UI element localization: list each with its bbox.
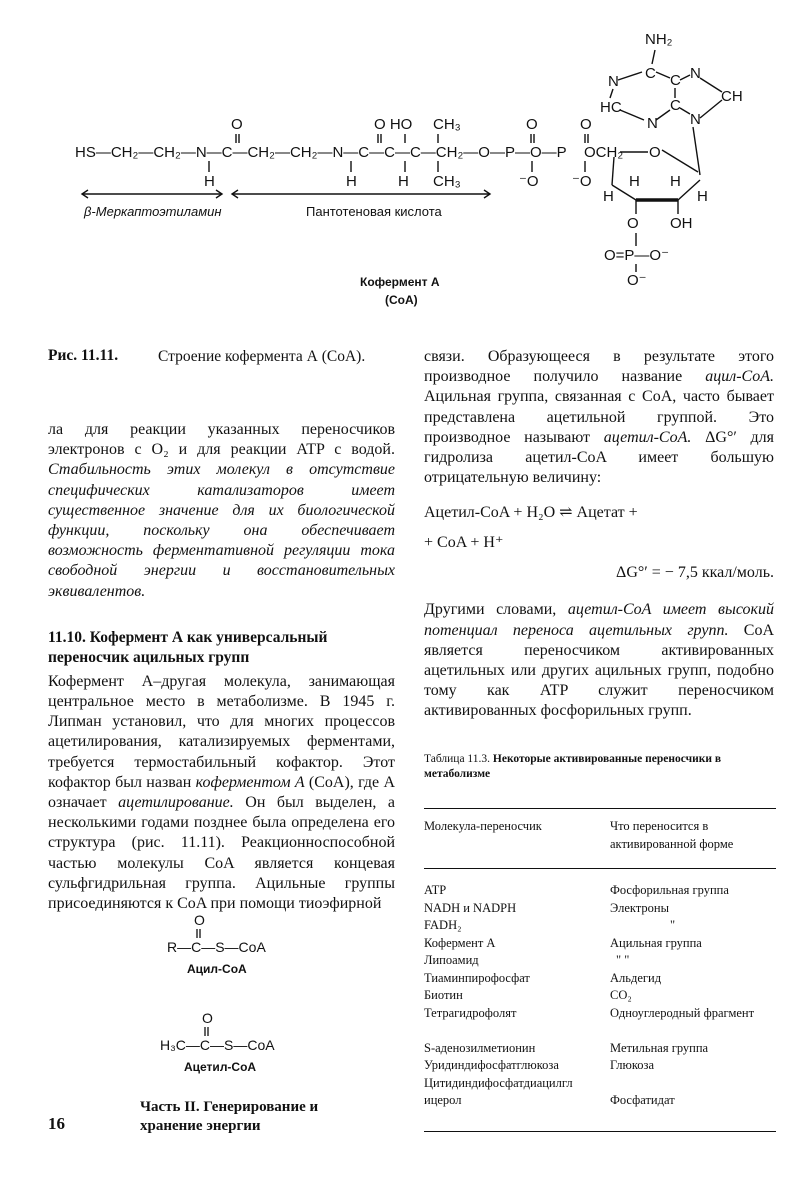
table-caption	[424, 752, 774, 782]
table-cell-carried: Фосфорильная группа	[610, 883, 729, 897]
svg-text:⁻O: ⁻O	[519, 173, 539, 190]
table-cell-carrier: Уридиндифосфатглюкоза	[424, 1058, 559, 1072]
svg-text:H: H	[629, 173, 640, 190]
table-cell-carrier: NADH и NADPH	[424, 900, 517, 915]
table-cell-carried: Электроны	[610, 900, 669, 915]
table-row	[424, 882, 776, 900]
svg-text:O HO: O HO	[374, 116, 413, 133]
table-row	[424, 1057, 776, 1075]
table-row	[424, 1005, 776, 1040]
left-paragraph-2-text-a: Кофермент А–другая молекула, занимающая центральное место в метаболизме. В 1945 г. Липман установил, что для многих процессов ацетилирования, катализируемых ферментами, требуется термостабильный кофактор. Этот кофактор был назван	[48, 672, 395, 791]
acetyl-coa-structure	[158, 1010, 298, 1080]
svg-text:H: H	[398, 173, 409, 190]
table-caption-title: Некоторые активированные переносчики в метаболизме	[424, 753, 722, 780]
svg-text:R—C—S—CoA: R—C—S—CoA	[167, 939, 266, 955]
right-paragraph-1-italic-acetyl: ацетил-CoA.	[603, 428, 692, 446]
svg-text:N: N	[647, 115, 658, 132]
section-heading: 11.10. Кофермент А как универсальный переносчик ацильных групп	[48, 628, 328, 666]
left-paragraph-2-italic-coa: коферментом А	[195, 773, 305, 791]
equation-delta-g: ΔG°′ = − 7,5 ккал/моль.	[616, 564, 774, 582]
svg-text:H: H	[346, 173, 357, 190]
figure-caption	[48, 347, 395, 367]
running-footer-part-title: Часть II. Генерирование и хранение энергии	[140, 1099, 319, 1134]
table-row	[424, 1040, 776, 1058]
acetyl-coa-label: Ацетил-CoA	[184, 1060, 257, 1074]
left-paragraph-1	[48, 420, 395, 602]
equation-line-1: Ацетил-CoA + H₂O ⇌ Ацетат +	[424, 504, 638, 522]
right-paragraph-2-text-b: CoA является переносчиком активированных ацетильных или других ацильных групп, подобно тому как ATP служит переносчиком активированных фосфорильных групп.	[424, 621, 774, 720]
table-cell-carrier: FADH₂	[424, 918, 462, 932]
table-cell-carrier: ATP	[424, 883, 447, 897]
left-paragraph-2	[48, 672, 395, 914]
table-row	[424, 935, 776, 953]
label-mercaptoethylamine: β-Меркаптоэтиламин	[84, 204, 222, 219]
label-coenzyme-a: Кофермент А	[360, 275, 440, 289]
page-number: 16	[48, 1114, 65, 1133]
figure-caption-number: Рис. 11.11.	[48, 347, 119, 364]
table-row	[424, 970, 776, 988]
table-cell-carried: Метильная группа	[610, 1040, 709, 1055]
table-cell-carrier: Липоамид	[424, 953, 479, 967]
table-cell-carried: Одноуглеродный фрагмент	[610, 1005, 755, 1020]
svg-text:C: C	[670, 72, 681, 89]
svg-text:C: C	[645, 65, 656, 82]
svg-text:N: N	[608, 73, 619, 90]
svg-text:O=P—O⁻: O=P—O⁻	[604, 247, 670, 264]
left-paragraph-2-text-b: (CoA), где А означает	[48, 773, 395, 812]
acyl-coa-structure	[165, 912, 295, 982]
label-coa-abbr: (CoA)	[385, 293, 418, 307]
left-paragraph-1-italic: Стабильность этих молекул в отсутствие специфических катализаторов имеет существенное значение для их биологической функции, поскольку она обеспечивает возможность ферментативной регуляции тока свободной энергии и восстановительных эквивалентов.	[48, 461, 395, 600]
left-paragraph-2-text-c: Он был выделен, а несколькими годами позднее была определена его структура (рис. 11.11). Реакционноспособной частью молекулы CoA является концевая сульфгидрильная группа. Ацильные группы присоединяются к CoA при помощи тиоэфирной	[48, 794, 395, 913]
table-cell-carried: Фосфатидат	[610, 1092, 675, 1107]
table-cell-carried: Ацильная группа	[610, 935, 702, 950]
svg-text:⁻O: ⁻O	[572, 173, 592, 190]
svg-text:C: C	[670, 97, 681, 114]
right-paragraph-2	[424, 600, 774, 721]
left-paragraph-1-text: ла для реакции указанных переносчиков электронов с O₂ и для реакции ATP с водой.	[48, 421, 395, 459]
svg-text:H: H	[603, 188, 614, 205]
table-row	[424, 952, 776, 970]
table-cell-carrier: Тетрагидрофолят	[424, 1005, 517, 1020]
table-cell-carried: Глюкоза	[610, 1058, 655, 1072]
svg-text:N: N	[690, 111, 701, 128]
table-row	[424, 987, 776, 1005]
table-cell-carrier: Кофермент А	[424, 935, 496, 950]
svg-text:N: N	[690, 65, 701, 82]
right-paragraph-2-italic: ацетил-CoA имеет высокий потенциал переноса ацетильных групп.	[424, 601, 775, 639]
svg-text:O: O	[202, 1010, 213, 1026]
svg-text:CH: CH	[721, 88, 743, 105]
equation-line-2: + CoA + H⁺	[424, 534, 504, 552]
table-header-carried: Что переносится в активированной форме	[610, 819, 734, 851]
svg-text:O: O	[526, 116, 538, 133]
table-caption-number: Таблица 11.3.	[424, 753, 491, 765]
right-paragraph-1-text-b: Ацильная группа, связанная с CoA, часто бывает представлена ацетильной группой. Это производное называют	[424, 388, 774, 446]
table-body	[424, 882, 776, 1110]
svg-text:H₃C—C—S—CoA: H₃C—C—S—CoA	[160, 1037, 275, 1053]
svg-text:O⁻: O⁻	[627, 272, 647, 289]
right-paragraph-1-text-a: связи. Образующееся в результате этого производное получило название	[424, 348, 774, 386]
table-cell-carried: CO₂	[610, 988, 632, 1002]
figure-caption-text: Строение кофермента А (CoA).	[158, 348, 366, 365]
svg-text:CH₃: CH₃	[433, 116, 461, 133]
svg-text:HS—CH₂—CH₂—N—C—CH₂—CH₂—N—C—C—C: HS—CH₂—CH₂—N—C—CH₂—CH₂—N—C—C—C—CH₂—O—P—O—P	[75, 144, 567, 161]
svg-text:NH₂: NH₂	[645, 31, 673, 48]
acyl-coa-label: Ацил-CoA	[187, 962, 247, 976]
table-header-carrier: Молекула-переносчик	[424, 819, 542, 833]
svg-text:H: H	[670, 173, 681, 190]
svg-text:O: O	[649, 144, 661, 161]
acyl-coa-svg	[165, 912, 295, 960]
table-cell-carried: " "	[616, 953, 630, 967]
left-paragraph-2-italic-acetylation: ацетилирование.	[118, 794, 234, 812]
table-rule-top	[424, 808, 776, 809]
svg-text:HC: HC	[600, 99, 622, 116]
right-column	[424, 347, 774, 722]
left-column	[48, 420, 395, 914]
table-cell-carrier: Цитидиндифосфатдиацилглицерол	[424, 1075, 573, 1107]
table-row	[424, 917, 776, 935]
right-paragraph-1-italic-acyl: ацил-CoA.	[705, 368, 774, 386]
svg-text:OH: OH	[670, 215, 693, 232]
right-paragraph-1	[424, 347, 774, 488]
svg-text:CH₃: CH₃	[433, 173, 461, 190]
table-row	[424, 900, 776, 918]
svg-text:O: O	[231, 116, 243, 133]
table-row	[424, 1075, 776, 1110]
acetyl-coa-svg	[158, 1010, 298, 1058]
table-cell-carrier: Биотин	[424, 988, 463, 1002]
table-rule-mid	[424, 868, 776, 869]
svg-text:OCH₂: OCH₂	[584, 144, 624, 161]
table-cell-carried: Альдегид	[610, 970, 662, 985]
table-cell-carried: "	[670, 918, 676, 932]
svg-text:H: H	[697, 188, 708, 205]
table-rule-bottom	[424, 1131, 776, 1132]
table-cell-carrier: Тиаминпирофосфат	[424, 970, 530, 985]
svg-text:O: O	[580, 116, 592, 133]
right-paragraph-1-text-c: ΔG°′ для гидролиза ацетил-CoA имеет большую отрицательную величину:	[424, 428, 775, 487]
right-paragraph-2-text-a: Другими словами,	[424, 601, 557, 619]
table-cell-carrier: S-аденозилметионин	[424, 1040, 536, 1055]
svg-text:O: O	[194, 912, 205, 928]
label-pantothenic-acid: Пантотеновая кислота	[306, 204, 442, 219]
coa-structure-figure	[0, 0, 799, 330]
svg-text:O: O	[627, 215, 639, 232]
svg-text:H: H	[204, 173, 215, 190]
